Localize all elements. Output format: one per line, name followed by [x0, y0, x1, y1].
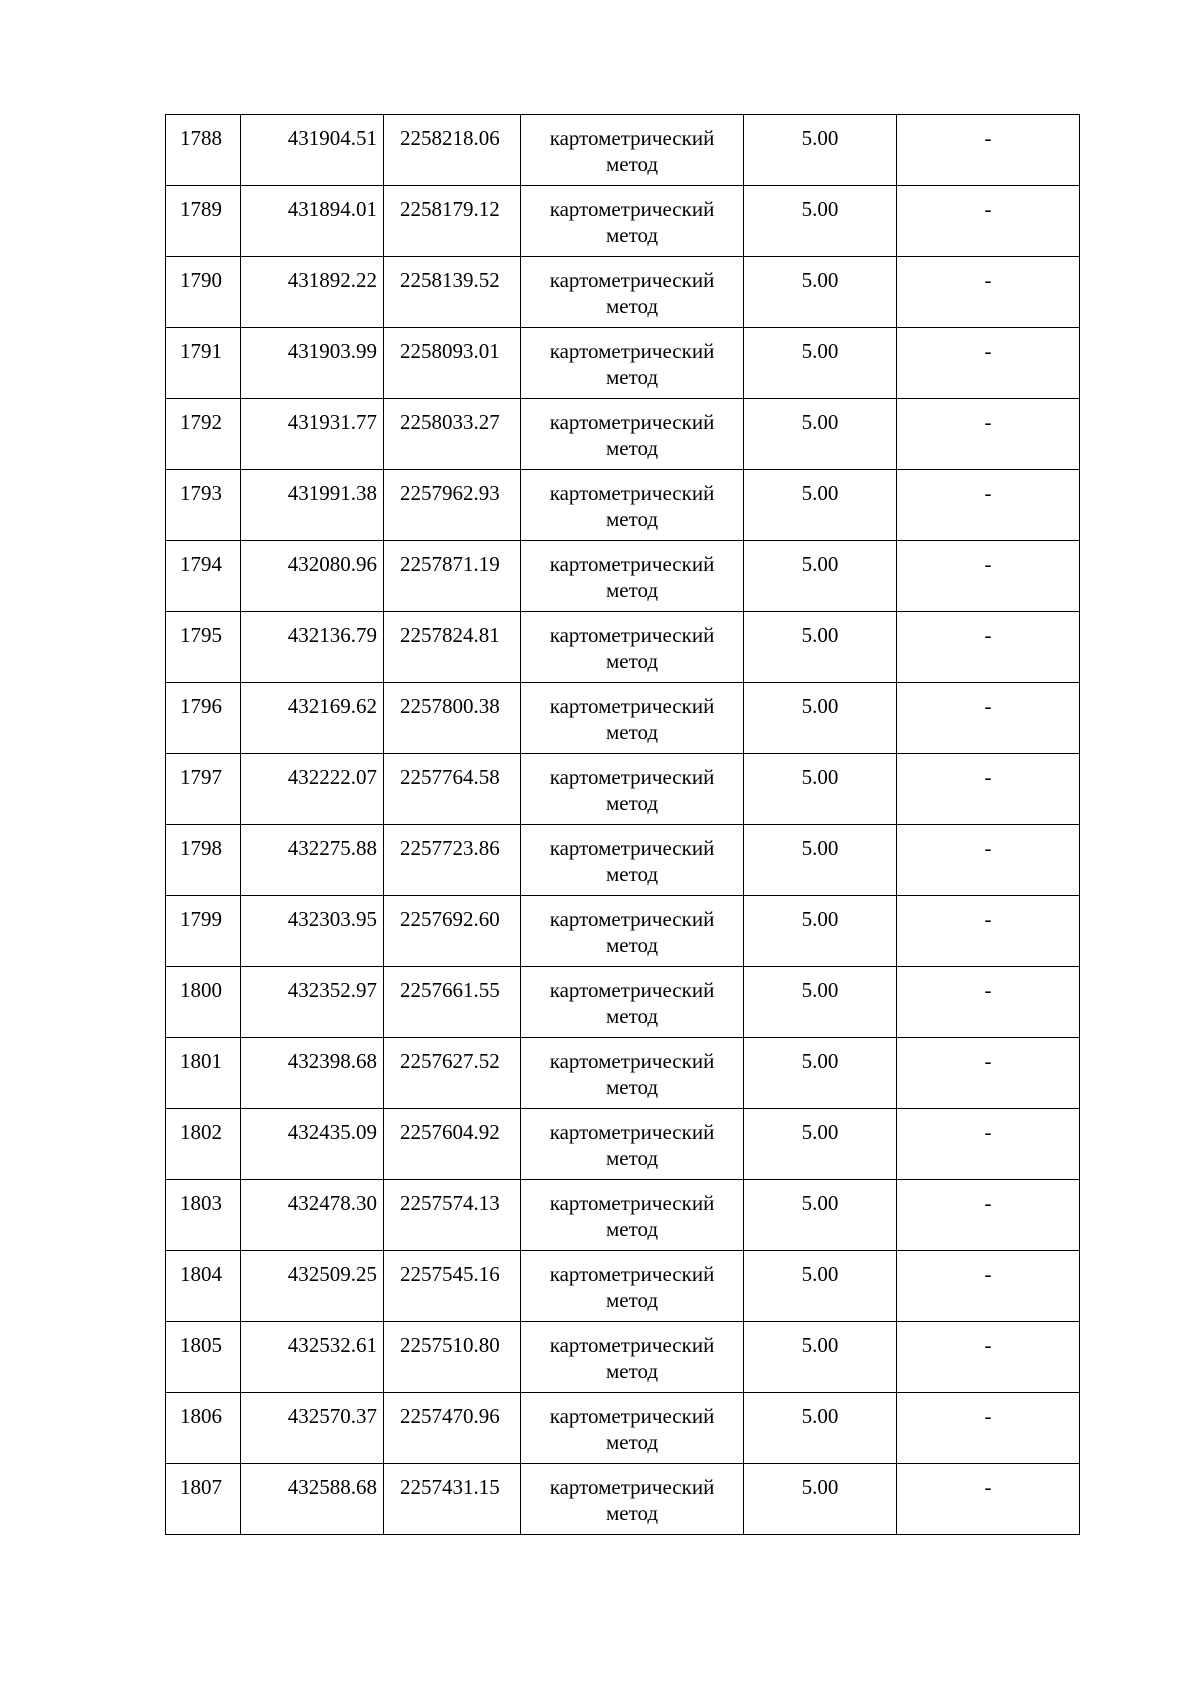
description-cell: -	[897, 1180, 1080, 1251]
table-row	[166, 399, 1080, 470]
method-cell: картометрический метод	[521, 683, 744, 754]
accuracy-cell: 5.00	[744, 1109, 897, 1180]
x-coordinate-cell: 432303.95	[241, 896, 384, 967]
y-coordinate-cell: 2257431.15	[384, 1464, 521, 1535]
method-cell: картометрический метод	[521, 115, 744, 186]
point-number-cell: 1796	[166, 683, 241, 754]
x-coordinate-cell: 431904.51	[241, 115, 384, 186]
method-cell: картометрический метод	[521, 1322, 744, 1393]
accuracy-cell: 5.00	[744, 115, 897, 186]
y-coordinate-cell: 2257545.16	[384, 1251, 521, 1322]
point-number-cell: 1797	[166, 754, 241, 825]
point-number-cell: 1805	[166, 1322, 241, 1393]
table-row	[166, 1038, 1080, 1109]
table-body	[166, 115, 1080, 1535]
description-cell: -	[897, 115, 1080, 186]
method-cell: картометрический метод	[521, 896, 744, 967]
accuracy-cell: 5.00	[744, 186, 897, 257]
description-cell: -	[897, 470, 1080, 541]
y-coordinate-cell: 2257692.60	[384, 896, 521, 967]
x-coordinate-cell: 431892.22	[241, 257, 384, 328]
table-row	[166, 1251, 1080, 1322]
table-row	[166, 1464, 1080, 1535]
point-number-cell: 1792	[166, 399, 241, 470]
point-number-cell: 1793	[166, 470, 241, 541]
description-cell: -	[897, 612, 1080, 683]
description-cell: -	[897, 399, 1080, 470]
accuracy-cell: 5.00	[744, 470, 897, 541]
description-cell: -	[897, 186, 1080, 257]
point-number-cell: 1788	[166, 115, 241, 186]
x-coordinate-cell: 432136.79	[241, 612, 384, 683]
method-cell: картометрический метод	[521, 754, 744, 825]
y-coordinate-cell: 2258033.27	[384, 399, 521, 470]
coordinates-table	[165, 114, 1080, 1535]
accuracy-cell: 5.00	[744, 1038, 897, 1109]
y-coordinate-cell: 2257574.13	[384, 1180, 521, 1251]
point-number-cell: 1807	[166, 1464, 241, 1535]
description-cell: -	[897, 1251, 1080, 1322]
method-cell: картометрический метод	[521, 967, 744, 1038]
description-cell: -	[897, 967, 1080, 1038]
description-cell: -	[897, 1322, 1080, 1393]
accuracy-cell: 5.00	[744, 1322, 897, 1393]
point-number-cell: 1803	[166, 1180, 241, 1251]
table-row	[166, 612, 1080, 683]
method-cell: картометрический метод	[521, 825, 744, 896]
y-coordinate-cell: 2258218.06	[384, 115, 521, 186]
accuracy-cell: 5.00	[744, 1464, 897, 1535]
y-coordinate-cell: 2257962.93	[384, 470, 521, 541]
x-coordinate-cell: 432570.37	[241, 1393, 384, 1464]
y-coordinate-cell: 2257723.86	[384, 825, 521, 896]
table-row	[166, 825, 1080, 896]
accuracy-cell: 5.00	[744, 825, 897, 896]
point-number-cell: 1802	[166, 1109, 241, 1180]
point-number-cell: 1794	[166, 541, 241, 612]
description-cell: -	[897, 683, 1080, 754]
table-row	[166, 541, 1080, 612]
table-row	[166, 683, 1080, 754]
x-coordinate-cell: 432478.30	[241, 1180, 384, 1251]
table-row	[166, 1322, 1080, 1393]
x-coordinate-cell: 431903.99	[241, 328, 384, 399]
y-coordinate-cell: 2257871.19	[384, 541, 521, 612]
description-cell: -	[897, 1109, 1080, 1180]
description-cell: -	[897, 1393, 1080, 1464]
table-row	[166, 1109, 1080, 1180]
method-cell: картометрический метод	[521, 1251, 744, 1322]
table-row	[166, 186, 1080, 257]
point-number-cell: 1800	[166, 967, 241, 1038]
accuracy-cell: 5.00	[744, 1393, 897, 1464]
point-number-cell: 1791	[166, 328, 241, 399]
table-row	[166, 1393, 1080, 1464]
accuracy-cell: 5.00	[744, 896, 897, 967]
method-cell: картометрический метод	[521, 612, 744, 683]
point-number-cell: 1804	[166, 1251, 241, 1322]
method-cell: картометрический метод	[521, 328, 744, 399]
point-number-cell: 1789	[166, 186, 241, 257]
description-cell: -	[897, 541, 1080, 612]
description-cell: -	[897, 1038, 1080, 1109]
point-number-cell: 1795	[166, 612, 241, 683]
accuracy-cell: 5.00	[744, 541, 897, 612]
description-cell: -	[897, 1464, 1080, 1535]
y-coordinate-cell: 2257470.96	[384, 1393, 521, 1464]
y-coordinate-cell: 2257661.55	[384, 967, 521, 1038]
y-coordinate-cell: 2257800.38	[384, 683, 521, 754]
x-coordinate-cell: 432222.07	[241, 754, 384, 825]
accuracy-cell: 5.00	[744, 257, 897, 328]
table-row	[166, 896, 1080, 967]
method-cell: картометрический метод	[521, 1038, 744, 1109]
point-number-cell: 1799	[166, 896, 241, 967]
accuracy-cell: 5.00	[744, 683, 897, 754]
y-coordinate-cell: 2258139.52	[384, 257, 521, 328]
method-cell: картометрический метод	[521, 257, 744, 328]
table-row	[166, 967, 1080, 1038]
description-cell: -	[897, 825, 1080, 896]
method-cell: картометрический метод	[521, 186, 744, 257]
x-coordinate-cell: 432352.97	[241, 967, 384, 1038]
accuracy-cell: 5.00	[744, 612, 897, 683]
accuracy-cell: 5.00	[744, 967, 897, 1038]
x-coordinate-cell: 432588.68	[241, 1464, 384, 1535]
x-coordinate-cell: 432532.61	[241, 1322, 384, 1393]
point-number-cell: 1798	[166, 825, 241, 896]
x-coordinate-cell: 431991.38	[241, 470, 384, 541]
method-cell: картометрический метод	[521, 541, 744, 612]
x-coordinate-cell: 432080.96	[241, 541, 384, 612]
accuracy-cell: 5.00	[744, 399, 897, 470]
method-cell: картометрический метод	[521, 1180, 744, 1251]
table-row	[166, 470, 1080, 541]
method-cell: картометрический метод	[521, 470, 744, 541]
description-cell: -	[897, 896, 1080, 967]
accuracy-cell: 5.00	[744, 1251, 897, 1322]
method-cell: картометрический метод	[521, 1464, 744, 1535]
y-coordinate-cell: 2257824.81	[384, 612, 521, 683]
method-cell: картометрический метод	[521, 1393, 744, 1464]
description-cell: -	[897, 257, 1080, 328]
x-coordinate-cell: 432398.68	[241, 1038, 384, 1109]
x-coordinate-cell: 431894.01	[241, 186, 384, 257]
y-coordinate-cell: 2257604.92	[384, 1109, 521, 1180]
x-coordinate-cell: 432169.62	[241, 683, 384, 754]
x-coordinate-cell: 432435.09	[241, 1109, 384, 1180]
y-coordinate-cell: 2257764.58	[384, 754, 521, 825]
accuracy-cell: 5.00	[744, 754, 897, 825]
table-row	[166, 115, 1080, 186]
y-coordinate-cell: 2257510.80	[384, 1322, 521, 1393]
x-coordinate-cell: 432275.88	[241, 825, 384, 896]
y-coordinate-cell: 2257627.52	[384, 1038, 521, 1109]
description-cell: -	[897, 328, 1080, 399]
y-coordinate-cell: 2258093.01	[384, 328, 521, 399]
description-cell: -	[897, 754, 1080, 825]
x-coordinate-cell: 432509.25	[241, 1251, 384, 1322]
table-row	[166, 754, 1080, 825]
accuracy-cell: 5.00	[744, 1180, 897, 1251]
table-row	[166, 328, 1080, 399]
method-cell: картометрический метод	[521, 1109, 744, 1180]
method-cell: картометрический метод	[521, 399, 744, 470]
point-number-cell: 1790	[166, 257, 241, 328]
x-coordinate-cell: 431931.77	[241, 399, 384, 470]
point-number-cell: 1806	[166, 1393, 241, 1464]
point-number-cell: 1801	[166, 1038, 241, 1109]
y-coordinate-cell: 2258179.12	[384, 186, 521, 257]
table-row	[166, 1180, 1080, 1251]
table-row	[166, 257, 1080, 328]
accuracy-cell: 5.00	[744, 328, 897, 399]
